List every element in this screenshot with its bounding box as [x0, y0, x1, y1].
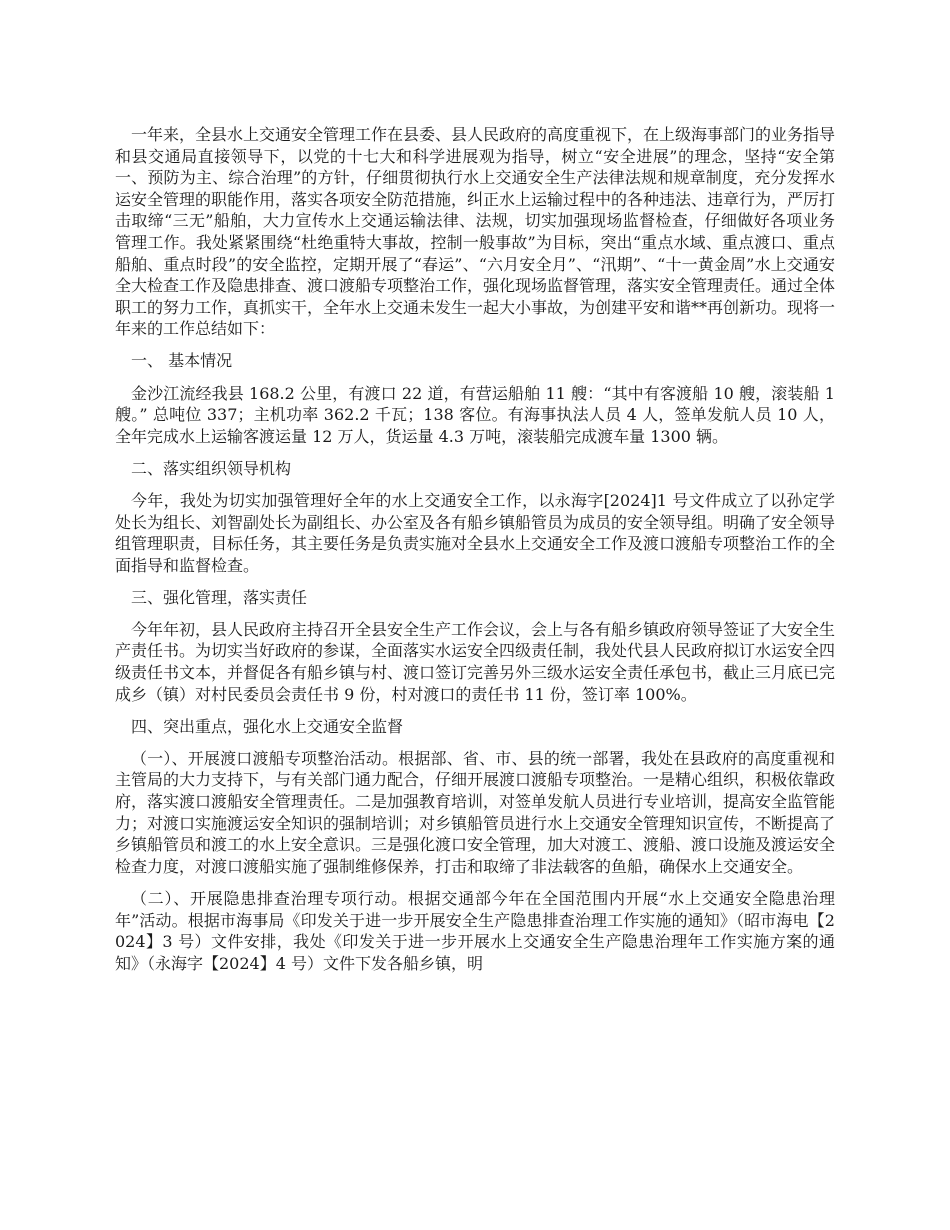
section-heading-organization: 二、落实组织领导机构 — [131, 458, 292, 478]
ferry-rectification-paragraph: （一）、开展渡口渡船专项整治活动。根据部、省、市、县的统一部署，我处在县政府的高度重视和主管局的大力支持下，与有关部门通力配合，仔细开展渡口渡船专项整治。一是精心组织，积极依靠政府，落实渡口渡船安全管理责任。二是加强教育培训，对签单发航人员进行专业培训，提高安全监管能力；对渡口实施渡运安全知识的强制培训；对乡镇船管员进行水上交通安全管理知识宣传，不断提高了乡镇船管员和渡工的水上安全意识。三是强化渡口安全管理，加大对渡工、渡船、渡口设施及渡运安全检查力度，对渡口渡船实施了强制维修保养，打击和取缔了非法载客的鱼船，确保水上交通安全。 — [115, 748, 836, 876]
section-heading-supervision: 四、突出重点，强化水上交通安全监督 — [131, 716, 404, 736]
document-page — [115, 124, 835, 985]
basic-situation-paragraph: 金沙江流经我县 168.2 公里，有渡口 22 道，有营运船舶 11 艘：“其中有客渡船 10 艘，滚装船 1 艘。” 总吨位 337；主机功率 362.2 千瓦；138 客位。有海事执法人员 4 人，签单发航人员 10 人，全年完成水上运输客渡运量 12 万人，货运量 4.3 万吨，滚装船完成渡车量 1300 辆。 — [115, 383, 835, 446]
section-heading-responsibility: 三、强化管理，落实责任 — [131, 587, 308, 607]
responsibility-paragraph: 今年年初，县人民政府主持召开全县安全生产工作会议，会上与各有船乡镇政府领导签证了大安全生产责任书。为切实当好政府的参谋，全面落实水运安全四级责任制，我处代县人民政府拟订水运安全四级责任书文本，并督促各有船乡镇与村、渡口签订完善另外三级水运安全责任承包书，截止三月底已完成乡（镇）对村民委员会责任书 9 份，村对渡口的责任书 11 份，签订率 100%。 — [115, 619, 836, 704]
organization-paragraph: 今年，我处为切实加强管理好全年的水上交通安全工作，以永海字[2024]1 号文件成立了以孙定学处长为组长、刘智副处长为副组长、办公室及各有船乡镇船管员为成员的安全领导组。明确了安全领导组管理职责，目标任务，其主要任务是负责实施对全县水上交通安全工作及渡口渡船专项整治工作的全面指导和监督检查。 — [115, 490, 836, 575]
section-heading-basic-situation: 一、 基本情况 — [131, 351, 233, 371]
hazard-investigation-paragraph: （二）、开展隐患排查治理专项行动。根据交通部今年在全国范围内开展“水上交通安全隐患治理年”活动。根据市海事局《印发关于进一步开展安全生产隐患排查治理工作实施的通知》（昭市海电【2024】3 号）文件安排，我处《印发关于进一步开展水上交通安全生产隐患治理年工作实施方案的通知》（永海字【2024】4 号）文件下发各船乡镇，明 — [115, 888, 835, 973]
intro-paragraph: 一年来，全县水上交通安全管理工作在县委、县人民政府的高度重视下，在上级海事部门的业务指导和县交通局直接领导下，以党的十七大和科学进展观为指导，树立“安全进展”的理念，坚持“安全第一、预防为主、综合治理”的方针，仔细贯彻执行水上交通安全生产法律法规和规章制度，充分发挥水运安全管理的职能作用，落实各项安全防范措施，纠正水上运输过程中的各种违法、违章行为，严厉打击取缔“三无”船舶，大力宣传水上交通运输法律、法规，切实加强现场监督检查，仔细做好各项业务管理工作。我处紧紧围绕“杜绝重特大事故，控制一般事故”为目标，突出“重点水域、重点渡口、重点船舶、重点时段”的安全监控，定期开展了“春运”、“六月安全月”、“汛期”、“十一黄金周”水上交通安全大检查工作及隐患排查、渡口渡船专项整治工作，强化现场监督管理，落实安全管理责任。通过全体职工的努力工作，真抓实干，全年水上交通未发生一起大小事故，为创建平安和谐**再创新功。现将一年来的工作总结如下： — [115, 125, 836, 339]
